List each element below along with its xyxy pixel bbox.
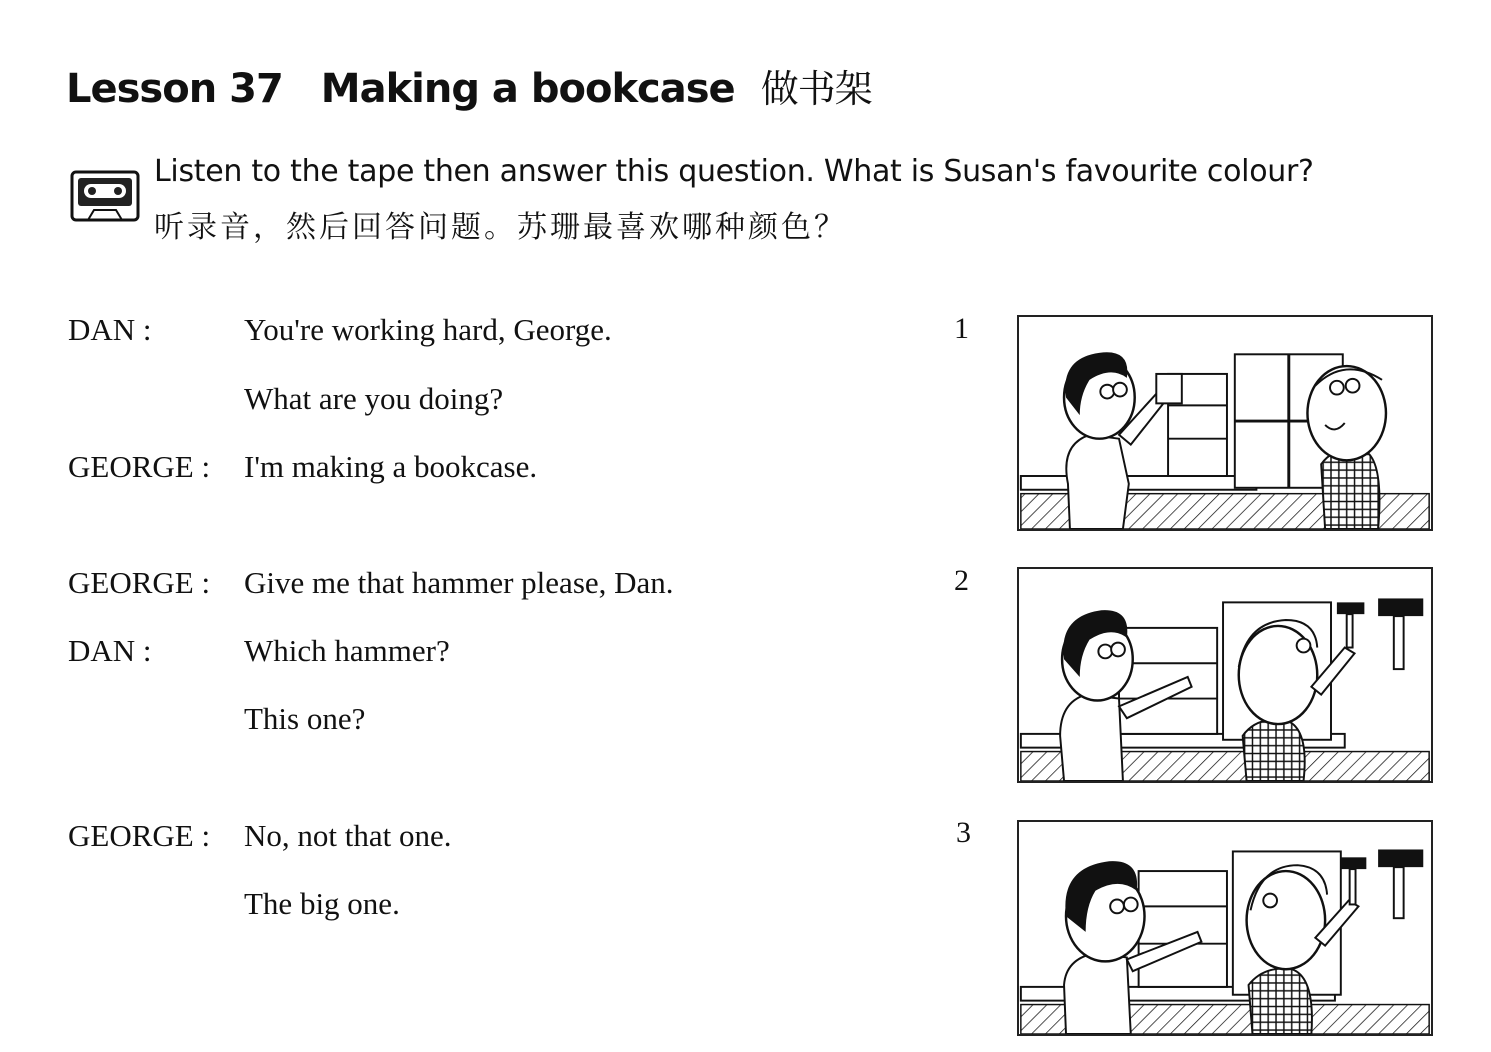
instruction-chinese: 听录音，然后回答问题。苏珊最喜欢哪种颜色？ [154,210,847,245]
lesson-title: Making a bookcase [320,66,735,112]
speaker-label: GEORGE : [68,818,211,853]
panel-number: 1 [954,312,969,345]
page-title [66,58,872,113]
dialogue-line: Which hammer? [244,633,450,668]
cassette-tape-icon [70,170,140,222]
cartoon-george-dan-bookcase [1019,317,1431,529]
illustration-panel-3 [1017,820,1433,1036]
dialogue-line: The big one. [244,886,400,921]
panel-number: 3 [956,816,971,849]
lesson-title-chinese: 做书架 [760,67,872,111]
illustration-panel-1 [1017,315,1433,531]
speaker-label: GEORGE : [68,565,211,600]
dialogue-line: This one? [244,701,366,736]
dialogue-line: Give me that hammer please, Dan. [244,565,674,600]
panel-number: 2 [954,564,969,597]
dialogue-line: What are you doing? [244,381,504,416]
instruction-english: Listen to the tape then answer this question. What is Susan's favourite colour? [154,154,1314,189]
speaker-label: GEORGE : [68,449,211,484]
speaker-label: DAN : [68,633,152,668]
dialogue-line: I'm making a bookcase. [244,449,538,484]
illustration-panel-2 [1017,567,1433,783]
cartoon-dan-pointing-hammers [1019,569,1431,781]
dialogue-line: No, not that one. [244,818,452,853]
cartoon-george-big-hammer [1019,822,1431,1034]
lesson-number: Lesson 37 [66,66,283,112]
speaker-label: DAN : [68,312,152,347]
dialogue-line: You're working hard, George. [244,312,612,347]
